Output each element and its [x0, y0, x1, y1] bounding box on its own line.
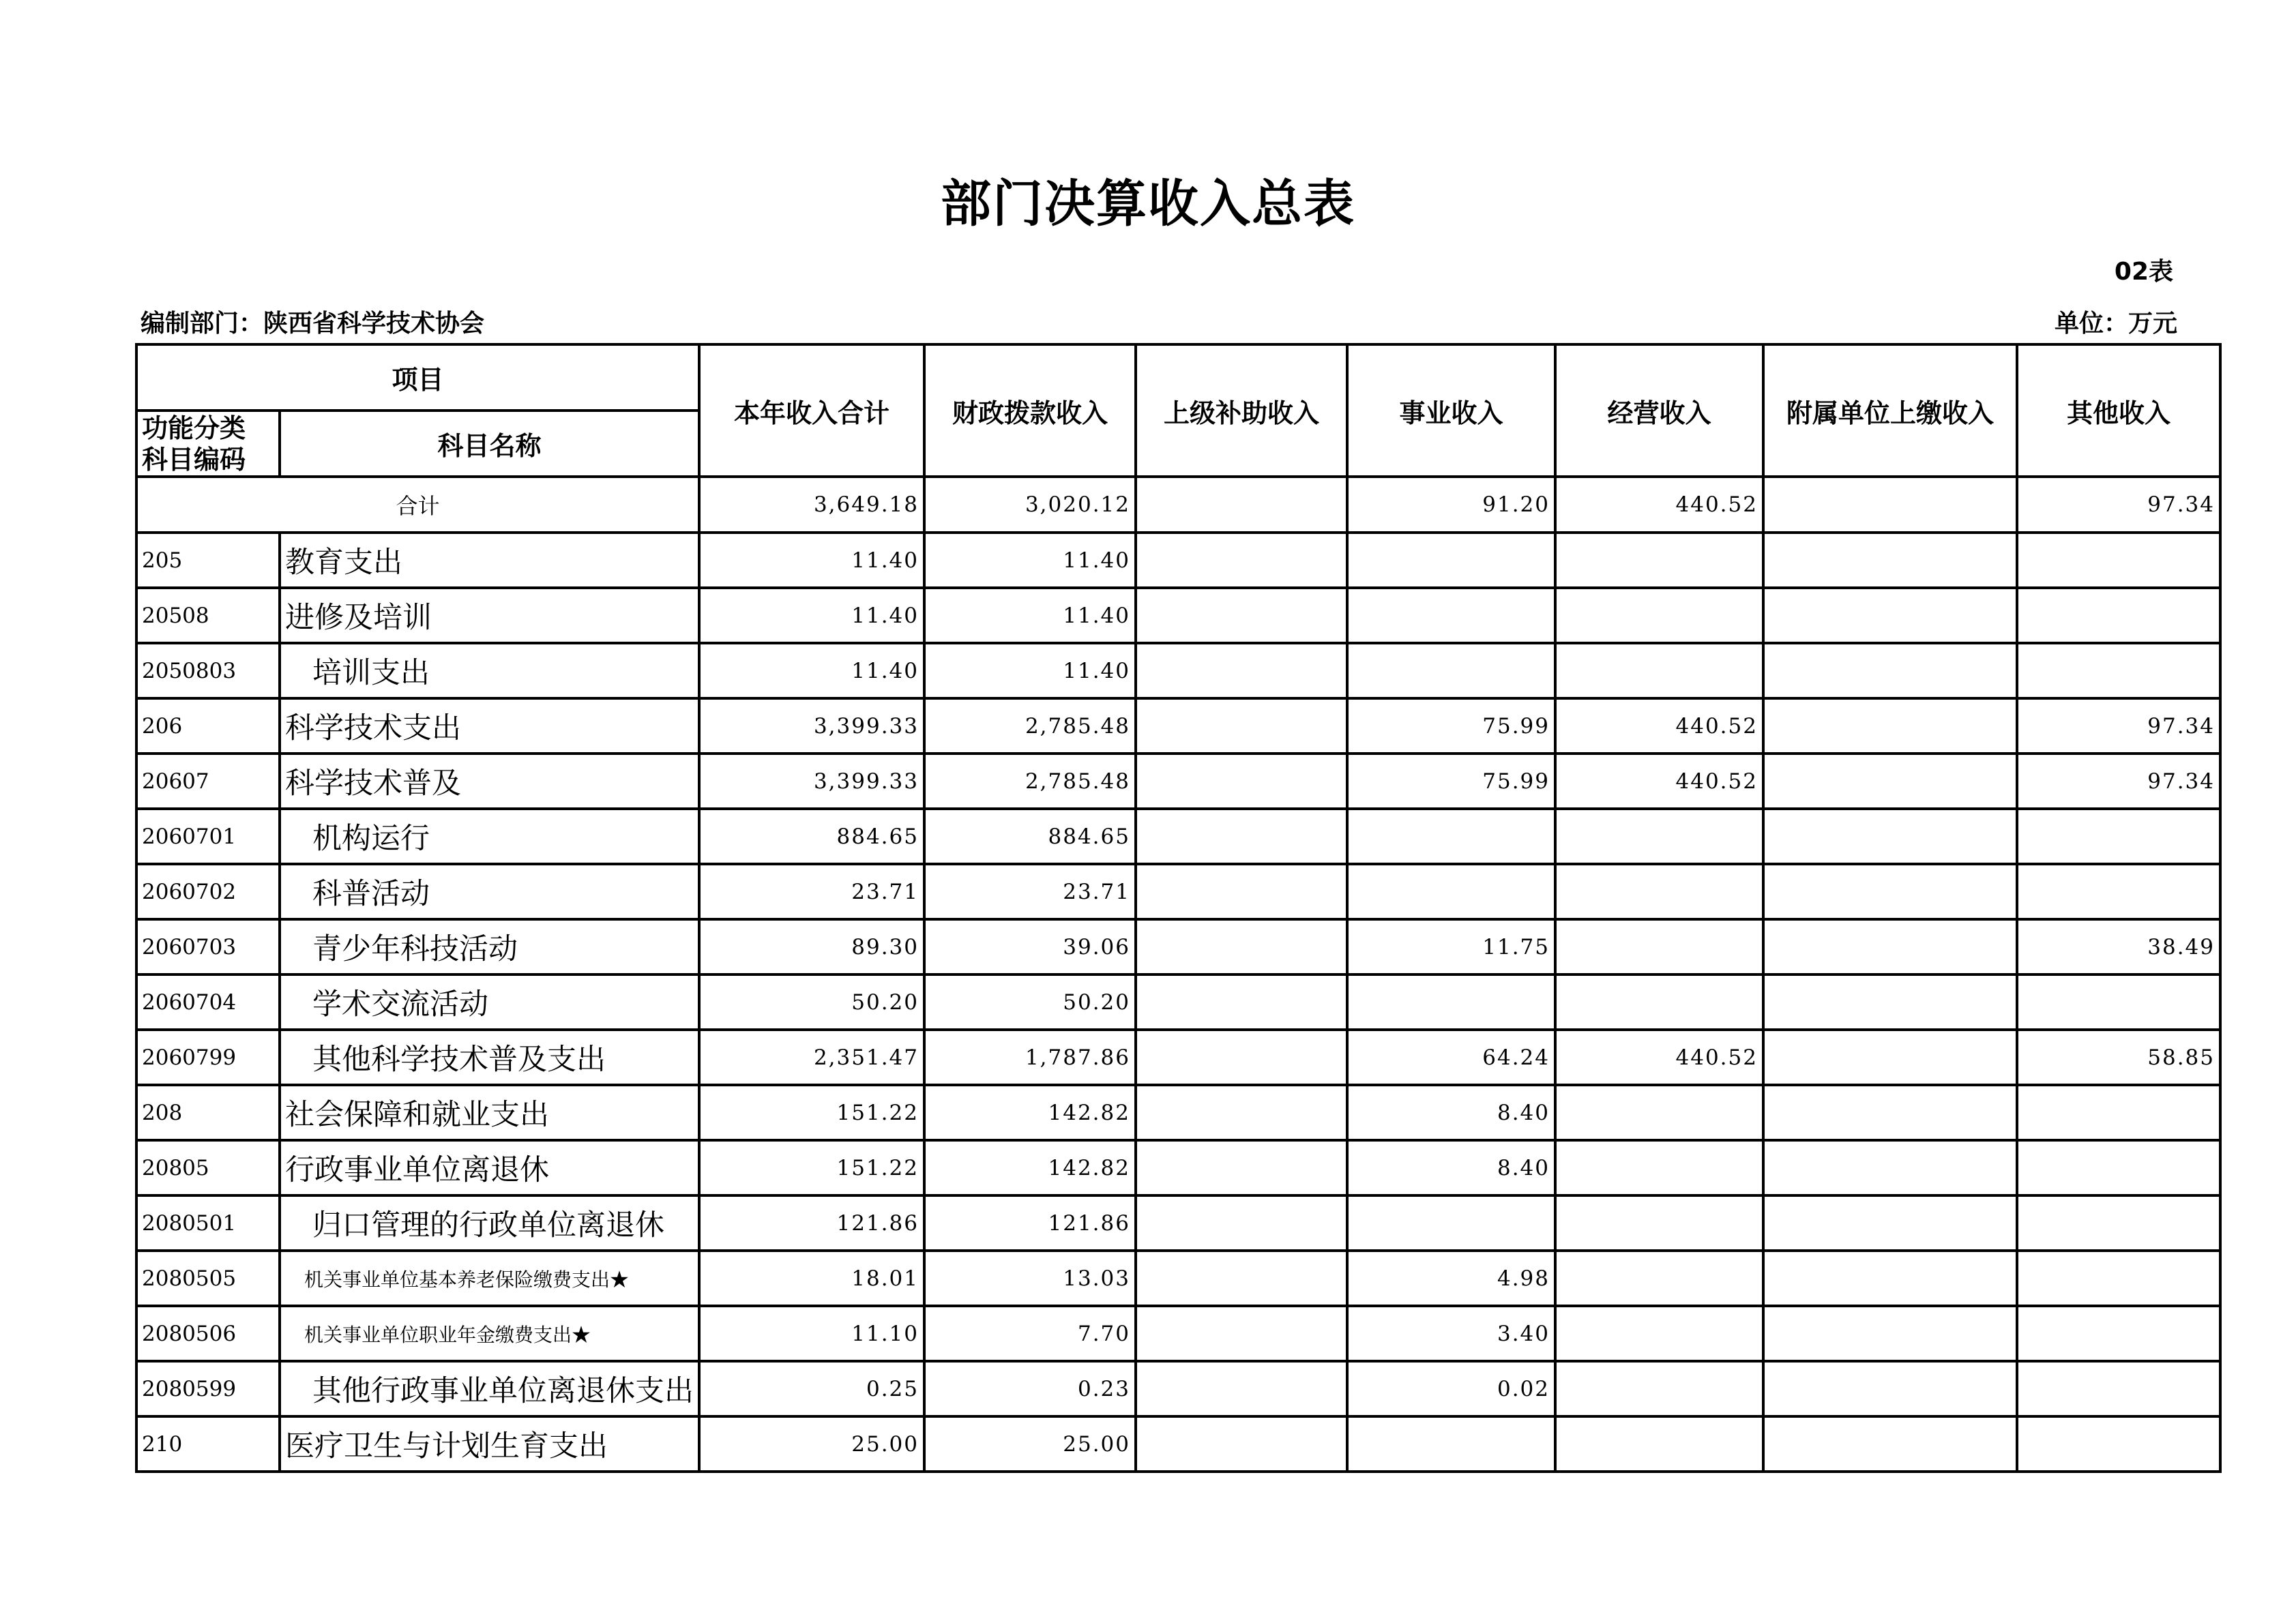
row-total: 25.00 — [699, 1416, 924, 1472]
row-superior — [1136, 1085, 1347, 1140]
row-business — [1347, 864, 1555, 919]
row-name: 机构运行 — [280, 809, 699, 864]
row-affiliated — [1763, 1195, 2017, 1251]
row-affiliated — [1763, 754, 2017, 809]
table-row — [136, 919, 2220, 974]
row-operating — [1555, 1251, 1763, 1306]
row-name: 社会保障和就业支出 — [280, 1085, 699, 1140]
row-business — [1347, 809, 1555, 864]
table-row — [136, 588, 2220, 643]
row-total: 11.40 — [699, 588, 924, 643]
row-operating — [1555, 1140, 1763, 1195]
row-business — [1347, 533, 1555, 588]
row-other: 58.85 — [2017, 1030, 2220, 1085]
row-operating — [1555, 533, 1763, 588]
row-name: 机关事业单位基本养老保险缴费支出★ — [280, 1251, 699, 1306]
row-code: 206 — [136, 698, 280, 754]
table-row — [136, 974, 2220, 1030]
row-superior — [1136, 533, 1347, 588]
row-name: 行政事业单位离退休 — [280, 1140, 699, 1195]
row-total: 11.10 — [699, 1306, 924, 1361]
table-row — [136, 809, 2220, 864]
table-row — [136, 1361, 2220, 1416]
header-other: 其他收入 — [2017, 344, 2220, 477]
table-row — [136, 1195, 2220, 1251]
table-row — [136, 533, 2220, 588]
row-operating — [1555, 974, 1763, 1030]
row-code: 20607 — [136, 754, 280, 809]
row-superior — [1136, 919, 1347, 974]
row-affiliated — [1763, 1251, 2017, 1306]
row-total: 121.86 — [699, 1195, 924, 1251]
row-total: 23.71 — [699, 864, 924, 919]
row-name: 青少年科技活动 — [280, 919, 699, 974]
row-code: 20508 — [136, 588, 280, 643]
row-superior — [1136, 1251, 1347, 1306]
row-fiscal: 13.03 — [924, 1251, 1136, 1306]
row-total: 2,351.47 — [699, 1030, 924, 1085]
row-total: 18.01 — [699, 1251, 924, 1306]
header-operating: 经营收入 — [1555, 344, 1763, 477]
row-superior — [1136, 754, 1347, 809]
row-operating: 440.52 — [1555, 1030, 1763, 1085]
row-operating — [1555, 864, 1763, 919]
row-total: 3,399.33 — [699, 698, 924, 754]
row-code: 2060703 — [136, 919, 280, 974]
row-affiliated — [1763, 809, 2017, 864]
table-number: 02表 — [2114, 258, 2173, 286]
row-superior — [1136, 974, 1347, 1030]
row-affiliated — [1763, 643, 2017, 698]
row-business: 11.75 — [1347, 919, 1555, 974]
table-row — [136, 1085, 2220, 1140]
header-code-line1: 功能分类 — [142, 413, 246, 443]
row-code: 20805 — [136, 1140, 280, 1195]
total-business: 91.20 — [1347, 477, 1555, 533]
row-operating — [1555, 1195, 1763, 1251]
row-other — [2017, 588, 2220, 643]
row-superior — [1136, 643, 1347, 698]
row-code: 208 — [136, 1085, 280, 1140]
row-affiliated — [1763, 864, 2017, 919]
row-code: 2060702 — [136, 864, 280, 919]
row-operating — [1555, 919, 1763, 974]
row-business — [1347, 974, 1555, 1030]
row-superior — [1136, 864, 1347, 919]
row-name: 科普活动 — [280, 864, 699, 919]
row-other — [2017, 1361, 2220, 1416]
row-code: 2050803 — [136, 643, 280, 698]
table-row — [136, 1140, 2220, 1195]
row-affiliated — [1763, 1416, 2017, 1472]
row-code: 210 — [136, 1416, 280, 1472]
row-name: 科学技术支出 — [280, 698, 699, 754]
row-superior — [1136, 1416, 1347, 1472]
row-operating — [1555, 1085, 1763, 1140]
row-name: 进修及培训 — [280, 588, 699, 643]
row-business: 4.98 — [1347, 1251, 1555, 1306]
row-other — [2017, 974, 2220, 1030]
row-affiliated — [1763, 1306, 2017, 1361]
row-fiscal: 1,787.86 — [924, 1030, 1136, 1085]
row-other — [2017, 809, 2220, 864]
row-business: 0.02 — [1347, 1361, 1555, 1416]
row-operating — [1555, 1416, 1763, 1472]
row-fiscal: 142.82 — [924, 1140, 1136, 1195]
row-operating: 440.52 — [1555, 754, 1763, 809]
row-name: 其他行政事业单位离退休支出 — [280, 1361, 699, 1416]
row-code: 2060704 — [136, 974, 280, 1030]
table-row — [136, 754, 2220, 809]
row-other: 38.49 — [2017, 919, 2220, 974]
row-fiscal: 884.65 — [924, 809, 1136, 864]
row-name: 机关事业单位职业年金缴费支出★ — [280, 1306, 699, 1361]
row-operating — [1555, 1361, 1763, 1416]
header-code-line2: 科目编码 — [142, 444, 246, 475]
table-row — [136, 1306, 2220, 1361]
total-fiscal: 3,020.12 — [924, 477, 1136, 533]
row-name: 教育支出 — [280, 533, 699, 588]
total-total: 3,649.18 — [699, 477, 924, 533]
row-name: 培训支出 — [280, 643, 699, 698]
row-other: 97.34 — [2017, 698, 2220, 754]
row-operating — [1555, 809, 1763, 864]
row-total: 11.40 — [699, 533, 924, 588]
row-business: 8.40 — [1347, 1085, 1555, 1140]
row-fiscal: 2,785.48 — [924, 698, 1136, 754]
row-other — [2017, 533, 2220, 588]
row-other — [2017, 643, 2220, 698]
row-superior — [1136, 1306, 1347, 1361]
row-other: 97.34 — [2017, 754, 2220, 809]
table-row — [136, 1030, 2220, 1085]
header-fiscal: 财政拨款收入 — [924, 344, 1136, 477]
row-total: 0.25 — [699, 1361, 924, 1416]
row-name: 归口管理的行政单位离退休 — [280, 1195, 699, 1251]
row-business: 3.40 — [1347, 1306, 1555, 1361]
row-other — [2017, 864, 2220, 919]
row-business: 64.24 — [1347, 1030, 1555, 1085]
total-superior — [1136, 477, 1347, 533]
row-business — [1347, 1416, 1555, 1472]
row-fiscal: 23.71 — [924, 864, 1136, 919]
row-total: 11.40 — [699, 643, 924, 698]
row-superior — [1136, 809, 1347, 864]
row-fiscal: 50.20 — [924, 974, 1136, 1030]
row-fiscal: 39.06 — [924, 919, 1136, 974]
row-business — [1347, 643, 1555, 698]
row-name: 学术交流活动 — [280, 974, 699, 1030]
header-superior: 上级补助收入 — [1136, 344, 1347, 477]
header-affiliated: 附属单位上缴收入 — [1763, 344, 2017, 477]
row-superior — [1136, 1140, 1347, 1195]
header-subject: 科目名称 — [280, 411, 699, 477]
row-other — [2017, 1140, 2220, 1195]
row-business: 75.99 — [1347, 754, 1555, 809]
table-row — [136, 1416, 2220, 1472]
row-code: 2080501 — [136, 1195, 280, 1251]
row-total: 151.22 — [699, 1140, 924, 1195]
row-name: 科学技术普及 — [280, 754, 699, 809]
row-code: 205 — [136, 533, 280, 588]
row-total: 50.20 — [699, 974, 924, 1030]
row-other — [2017, 1251, 2220, 1306]
row-name: 医疗卫生与计划生育支出 — [280, 1416, 699, 1472]
row-fiscal: 11.40 — [924, 588, 1136, 643]
row-operating — [1555, 1306, 1763, 1361]
table-row — [136, 1251, 2220, 1306]
row-total: 3,399.33 — [699, 754, 924, 809]
row-affiliated — [1763, 919, 2017, 974]
total-other: 97.34 — [2017, 477, 2220, 533]
row-fiscal: 11.40 — [924, 533, 1136, 588]
header-row — [136, 344, 2220, 411]
row-affiliated — [1763, 974, 2017, 1030]
row-name: 其他科学技术普及支出 — [280, 1030, 699, 1085]
row-operating — [1555, 588, 1763, 643]
table-row — [136, 698, 2220, 754]
header-business: 事业收入 — [1347, 344, 1555, 477]
header-item: 项目 — [136, 344, 699, 411]
row-fiscal: 25.00 — [924, 1416, 1136, 1472]
row-superior — [1136, 588, 1347, 643]
row-business — [1347, 1195, 1555, 1251]
unit-label: 单位：万元 — [2054, 310, 2177, 338]
row-fiscal: 121.86 — [924, 1195, 1136, 1251]
row-superior — [1136, 698, 1347, 754]
row-fiscal: 7.70 — [924, 1306, 1136, 1361]
row-affiliated — [1763, 588, 2017, 643]
row-affiliated — [1763, 533, 2017, 588]
row-business: 8.40 — [1347, 1140, 1555, 1195]
row-affiliated — [1763, 1030, 2017, 1085]
total-label: 合计 — [136, 477, 699, 533]
row-superior — [1136, 1030, 1347, 1085]
header-code — [136, 411, 280, 477]
total-row — [136, 477, 2220, 533]
row-total: 89.30 — [699, 919, 924, 974]
row-other — [2017, 1195, 2220, 1251]
total-operating: 440.52 — [1555, 477, 1763, 533]
row-total: 884.65 — [699, 809, 924, 864]
table-row — [136, 864, 2220, 919]
row-superior — [1136, 1361, 1347, 1416]
row-fiscal: 2,785.48 — [924, 754, 1136, 809]
income-summary-table — [135, 343, 2222, 1473]
row-code: 2080506 — [136, 1306, 280, 1361]
row-business: 75.99 — [1347, 698, 1555, 754]
row-affiliated — [1763, 1085, 2017, 1140]
row-fiscal: 142.82 — [924, 1085, 1136, 1140]
organization-label: 编制部门：陕西省科学技术协会 — [141, 310, 485, 338]
page-title: 部门决算收入总表 — [941, 175, 1355, 233]
row-business — [1347, 588, 1555, 643]
row-other — [2017, 1416, 2220, 1472]
row-superior — [1136, 1195, 1347, 1251]
row-code: 2080505 — [136, 1251, 280, 1306]
row-code: 2060799 — [136, 1030, 280, 1085]
row-code: 2080599 — [136, 1361, 280, 1416]
row-fiscal: 0.23 — [924, 1361, 1136, 1416]
table-row — [136, 643, 2220, 698]
row-affiliated — [1763, 698, 2017, 754]
total-affiliated — [1763, 477, 2017, 533]
row-fiscal: 11.40 — [924, 643, 1136, 698]
row-total: 151.22 — [699, 1085, 924, 1140]
header-total: 本年收入合计 — [699, 344, 924, 477]
row-affiliated — [1763, 1140, 2017, 1195]
row-code: 2060701 — [136, 809, 280, 864]
row-affiliated — [1763, 1361, 2017, 1416]
row-other — [2017, 1306, 2220, 1361]
row-other — [2017, 1085, 2220, 1140]
row-operating — [1555, 643, 1763, 698]
row-operating: 440.52 — [1555, 698, 1763, 754]
